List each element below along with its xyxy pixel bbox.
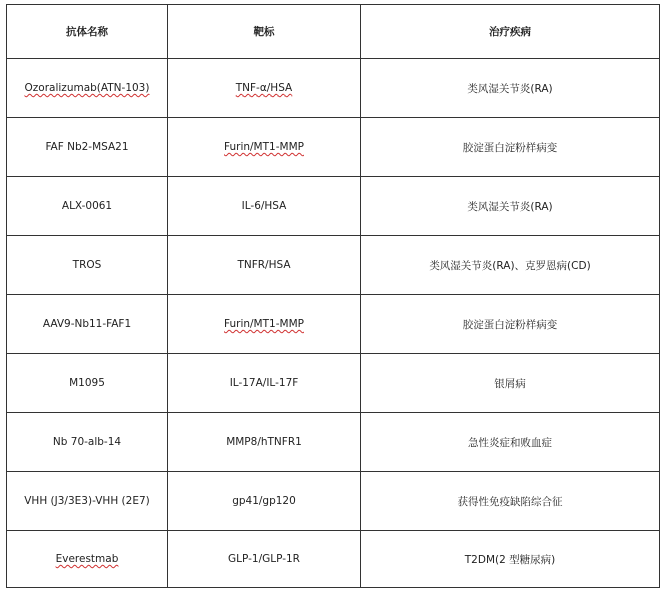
target-name: Furin/MT1-MMP <box>224 318 304 330</box>
header-antibody-name: 抗体名称 <box>7 5 168 59</box>
table-row <box>7 118 660 177</box>
cell-target: IL-17A/IL-17F <box>168 354 361 413</box>
cell-disease: 银屑病 <box>361 354 660 413</box>
cell-disease: T2DM(2 型糖尿病) <box>361 531 660 588</box>
table-row <box>7 177 660 236</box>
cell-antibody: ALX-0061 <box>7 177 168 236</box>
target-name: TNF-α/HSA <box>235 82 293 94</box>
cell-disease: 类风湿关节炎(RA)、克罗恩病(CD) <box>361 236 660 295</box>
cell-antibody <box>7 59 168 118</box>
cell-disease: 胶淀蛋白淀粉样病变 <box>361 295 660 354</box>
cell-target <box>168 59 361 118</box>
cell-target: IL-6/HSA <box>168 177 361 236</box>
cell-disease: 获得性免疫缺陷综合征 <box>361 472 660 531</box>
header-disease: 治疗疾病 <box>361 5 660 59</box>
table-row <box>7 531 660 588</box>
cell-antibody: AAV9-Nb11-FAF1 <box>7 295 168 354</box>
antibody-name: Ozoralizumab(ATN-103) <box>24 82 150 94</box>
cell-antibody: VHH (J3/3E3)-VHH (2E7) <box>7 472 168 531</box>
cell-disease: 类风湿关节炎(RA) <box>361 177 660 236</box>
header-target: 靶标 <box>168 5 361 59</box>
table-header-row <box>7 5 660 59</box>
table-row <box>7 354 660 413</box>
cell-target <box>168 295 361 354</box>
cell-disease: 胶淀蛋白淀粉样病变 <box>361 118 660 177</box>
cell-antibody <box>7 531 168 588</box>
antibody-table <box>6 4 660 588</box>
cell-antibody: Nb 70-alb-14 <box>7 413 168 472</box>
table-row <box>7 59 660 118</box>
target-name: Furin/MT1-MMP <box>224 141 304 153</box>
cell-target <box>168 118 361 177</box>
cell-antibody: M1095 <box>7 354 168 413</box>
table-row <box>7 295 660 354</box>
table-row <box>7 236 660 295</box>
antibody-name: Everestmab <box>55 553 119 565</box>
cell-antibody: TROS <box>7 236 168 295</box>
cell-target: gp41/gp120 <box>168 472 361 531</box>
antibody-table-container <box>6 4 659 588</box>
table-row <box>7 472 660 531</box>
cell-antibody: FAF Nb2-MSA21 <box>7 118 168 177</box>
cell-target: MMP8/hTNFR1 <box>168 413 361 472</box>
cell-disease: 急性炎症和败血症 <box>361 413 660 472</box>
cell-target: TNFR/HSA <box>168 236 361 295</box>
table-row <box>7 413 660 472</box>
cell-target: GLP-1/GLP-1R <box>168 531 361 588</box>
cell-disease: 类风湿关节炎(RA) <box>361 59 660 118</box>
